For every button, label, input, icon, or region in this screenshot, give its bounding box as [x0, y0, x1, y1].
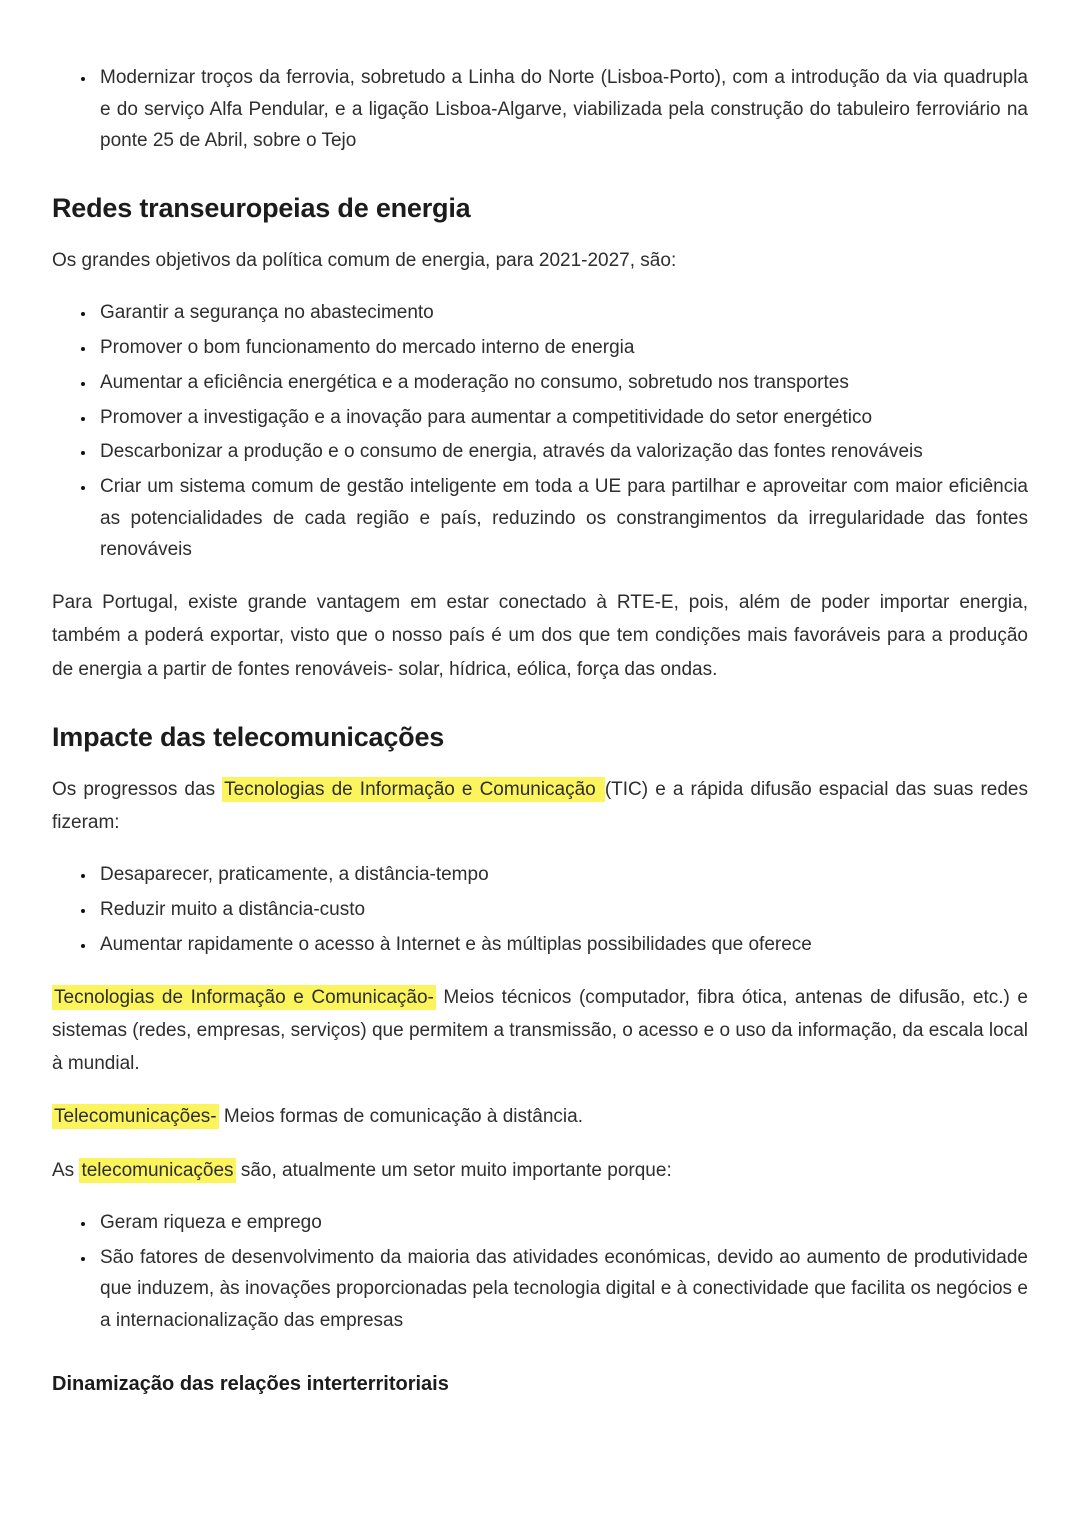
text-run: Os grandes objetivos da política comum de energia, para 2021-2027, são: [52, 250, 677, 272]
section-heading: Impacte das telecomunicações [52, 721, 445, 752]
highlighted-text: telecomunicações [81, 1159, 234, 1181]
paragraph [52, 244, 1028, 277]
list-item: • Reduzir muito a distância-custo [96, 894, 1028, 926]
highlighted-text: Telecomunicações- [54, 1106, 217, 1128]
paragraph [52, 586, 1028, 686]
list-item: • Criar um sistema comum de gestão inteligente em toda a UE para partilhar e aproveitar com maior eficiência as potencialidades de cada região e país, reduzindo os constrangimentos da irregularidade das fontes renováveis [96, 471, 1028, 566]
list-item: • Descarbonizar a produção e o consumo de energia, através da valorização das fontes renováveis [96, 436, 1028, 468]
highlighted-text: Tecnologias de Informação e Comunicação [224, 778, 603, 800]
list-item: • Promover a investigação e a inovação para aumentar a competitividade do setor energético [96, 402, 1028, 434]
text-run: As [52, 1159, 80, 1181]
text-run: são, atualmente um setor muito importante porque: [235, 1159, 672, 1181]
paragraph [52, 981, 1028, 1081]
text-run: (TIC) e a rápida difusão espacial das suas redes fizeram: [52, 778, 1028, 834]
bullet-list [52, 62, 1028, 157]
paragraph [52, 773, 1028, 840]
list-item: • Aumentar a eficiência energética e a moderação no consumo, sobretudo nos transportes [96, 367, 1028, 399]
paragraph [52, 1100, 1028, 1133]
bullet-list [52, 1207, 1028, 1337]
text-run: Meios técnicos (computador, fibra ótica, antenas de difusão, etc.) e sistemas (redes, empresas, serviços) que permitem a transmissão, o acesso e o uso da informação, da escala local à mundial. [52, 986, 1028, 1075]
list-item: • Promover o bom funcionamento do mercado interno de energia [96, 332, 1028, 364]
text-run: Para Portugal, existe grande vantagem em estar conectado à RTE-E, pois, além de poder importar energia, também a poderá exportar, visto que o nosso país é um dos que tem condições mais favoráveis para a produção de energia a partir de fontes renováveis- solar, hídrica, eólica, força das ondas. [52, 592, 1028, 680]
text-run: Os progressos das [52, 778, 223, 800]
bullet-list [52, 859, 1028, 960]
list-item: • Desaparecer, praticamente, a distância-tempo [96, 859, 1028, 891]
list-item: • Aumentar rapidamente o acesso à Internet e às múltiplas possibilidades que oferece [96, 929, 1028, 961]
bold-paragraph: Dinamização das relações interterritoriais [52, 1372, 449, 1395]
document-body [52, 62, 1028, 1402]
paragraph [52, 1154, 1028, 1187]
list-item: • Geram riqueza e emprego [96, 1207, 1028, 1239]
text-run: Meios formas de comunicação à distância. [218, 1106, 583, 1128]
list-item: • Garantir a segurança no abastecimento [96, 297, 1028, 329]
bullet-list [52, 297, 1028, 566]
list-item: • São fatores de desenvolvimento da maioria das atividades económicas, devido ao aumento de produtividade que induzem, às inovações proporcionadas pela tecnologia digital e à conectividade que facilita os negócios e a internacionalização das empresas [96, 1242, 1028, 1337]
list-item: • Modernizar troços da ferrovia, sobretudo a Linha do Norte (Lisboa-Porto), com a introdução da via quadrupla e do serviço Alfa Pendular, e a ligação Lisboa-Algarve, viabilizada pela construção do tabuleiro ferroviário na ponte 25 de Abril, sobre o Tejo [96, 62, 1028, 157]
highlighted-text: Tecnologias de Informação e Comunicação- [54, 986, 434, 1008]
section-heading: Redes transeuropeias de energia [52, 193, 471, 224]
